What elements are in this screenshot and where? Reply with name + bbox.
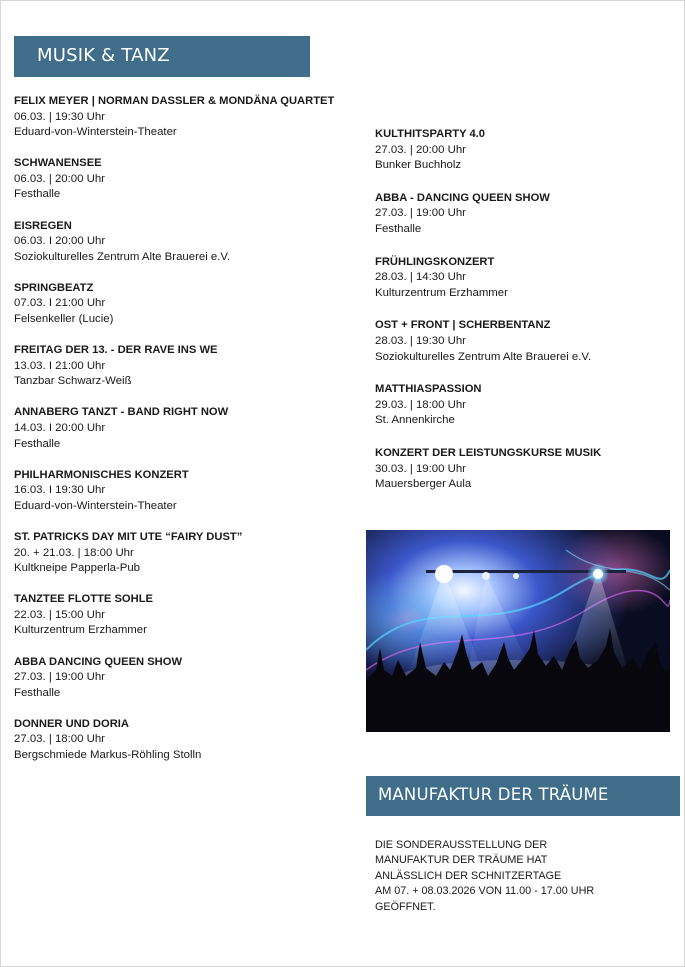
event-item[interactable] [14, 343, 344, 390]
event-item[interactable] [14, 530, 344, 577]
event-title: FELIX MEYER | NORMAN DASSLER & MONDÄNA QUARTET [14, 95, 335, 107]
notice-line: GEÖFFNET. [375, 900, 436, 913]
manufaktur-header: MANUFAKTUR DER TRÄUME [366, 776, 680, 816]
event-venue: Soziokulturelles Zentrum Alte Brauerei e.V. [375, 350, 592, 363]
event-item[interactable] [14, 405, 344, 452]
event-item[interactable] [375, 382, 675, 429]
manufaktur-notice [375, 838, 665, 915]
event-venue: Festhalle [375, 222, 422, 235]
event-date: 29.03. | 18:00 Uhr [375, 398, 466, 411]
event-venue: Festhalle [14, 437, 61, 450]
event-item[interactable] [375, 318, 675, 365]
event-title: PHILHARMONISCHES KONZERT [14, 468, 189, 481]
event-item[interactable] [14, 655, 344, 702]
event-date: 27.03. | 20:00 Uhr [375, 143, 466, 156]
event-date: 27.03. | 19:00 Uhr [375, 207, 466, 220]
event-item[interactable] [14, 592, 344, 639]
event-date: 14.03. I 20:00 Uhr [14, 422, 106, 434]
event-date: 27.03. | 19:00 Uhr [14, 671, 105, 684]
event-title: FRÜHLINGSKONZERT [375, 255, 495, 268]
event-title: ABBA - DANCING QUEEN SHOW [375, 191, 550, 204]
event-title: KONZERT DER LEISTUNGSKURSE MUSIK [375, 446, 602, 459]
event-venue: Kulturzentrum Erzhammer [375, 286, 508, 299]
event-item[interactable] [14, 281, 344, 328]
event-venue: Felsenkeller (Lucie) [14, 313, 114, 326]
event-venue: Bergschmiede Markus-Röhling Stolln [14, 749, 202, 761]
event-date: 07.03. I 21:00 Uhr [14, 297, 106, 310]
event-item[interactable] [14, 219, 344, 266]
event-venue: Bunker Buchholz [375, 159, 462, 172]
event-date: 20. + 21.03. | 18:00 Uhr [14, 546, 134, 559]
event-date: 28.03. | 14:30 Uhr [375, 271, 466, 284]
event-title: ST. PATRICKS DAY MIT UTE “FAIRY DUST” [14, 530, 243, 543]
event-item[interactable] [14, 468, 344, 515]
event-item[interactable] [375, 191, 675, 238]
event-title: TANZTEE FLOTTE SOHLE [14, 593, 154, 606]
event-title: KULTHITSPARTY 4.0 [375, 128, 486, 140]
event-title: SCHWANENSEE [14, 157, 102, 170]
event-venue: Festhalle [14, 686, 61, 699]
concert-stage-photo [366, 530, 670, 732]
event-item[interactable] [375, 446, 675, 493]
event-title: SPRINGBEATZ [14, 281, 94, 294]
event-item[interactable] [375, 255, 675, 302]
event-venue: Festhalle [14, 188, 61, 201]
event-title: OST + FRONT | SCHERBENTANZ [375, 319, 551, 332]
event-title: FREITAG DER 13. - DER RAVE INS WE [14, 344, 218, 357]
event-venue: St. Annenkirche [375, 414, 455, 427]
event-venue: Eduard-von-Winterstein-Theater [14, 499, 177, 512]
event-venue: Eduard-von-Winterstein-Theater [14, 126, 177, 139]
event-date: 06.03. | 20:00 Uhr [14, 172, 105, 185]
event-item[interactable] [14, 156, 344, 203]
event-venue: Mauersberger Aula [375, 478, 472, 491]
event-venue: Tanzbar Schwarz-Weiß [14, 375, 132, 388]
notice-line: MANUFAKTUR DER TRÄUME HAT [375, 854, 548, 867]
event-title: ANNABERG TANZT - BAND RIGHT NOW [14, 406, 229, 419]
event-date: 06.03. | 19:30 Uhr [14, 110, 105, 123]
event-title: DONNER UND DORIA [14, 717, 129, 730]
event-date: 22.03. | 15:00 Uhr [14, 608, 105, 621]
event-venue: Soziokulturelles Zentrum Alte Brauerei e.V. [14, 250, 231, 263]
musik-tanz-header: MUSIK & TANZ [14, 36, 310, 77]
notice-line: AM 07. + 08.03.2026 VON 11.00 - 17.00 UHR [375, 885, 595, 898]
event-title: ABBA DANCING QUEEN SHOW [14, 655, 183, 668]
event-date: 30.03. | 19:00 Uhr [375, 462, 466, 475]
notice-line: DIE SONDERAUSSTELLUNG DER [375, 839, 548, 851]
event-date: 13.03. I 21:00 Uhr [14, 359, 106, 372]
event-date: 16.03. I 19:30 Uhr [14, 484, 106, 497]
left-event-list [14, 94, 344, 779]
event-title: MATTHIASPASSION [375, 383, 482, 396]
event-title: EISREGEN [14, 219, 72, 232]
event-item[interactable] [14, 717, 344, 764]
right-event-list [375, 127, 675, 510]
event-date: 28.03. | 19:30 Uhr [375, 334, 466, 347]
event-item[interactable] [375, 127, 675, 174]
event-venue: Kultkneipe Papperla-Pub [14, 562, 141, 575]
event-date: 06.03. I 20:00 Uhr [14, 235, 106, 248]
event-date: 27.03. | 18:00 Uhr [14, 733, 105, 746]
event-item[interactable] [14, 94, 344, 141]
event-venue: Kulturzentrum Erzhammer [14, 624, 147, 637]
notice-line: ANLÄSSLICH DER SCHNITZERTAGE [375, 869, 562, 882]
